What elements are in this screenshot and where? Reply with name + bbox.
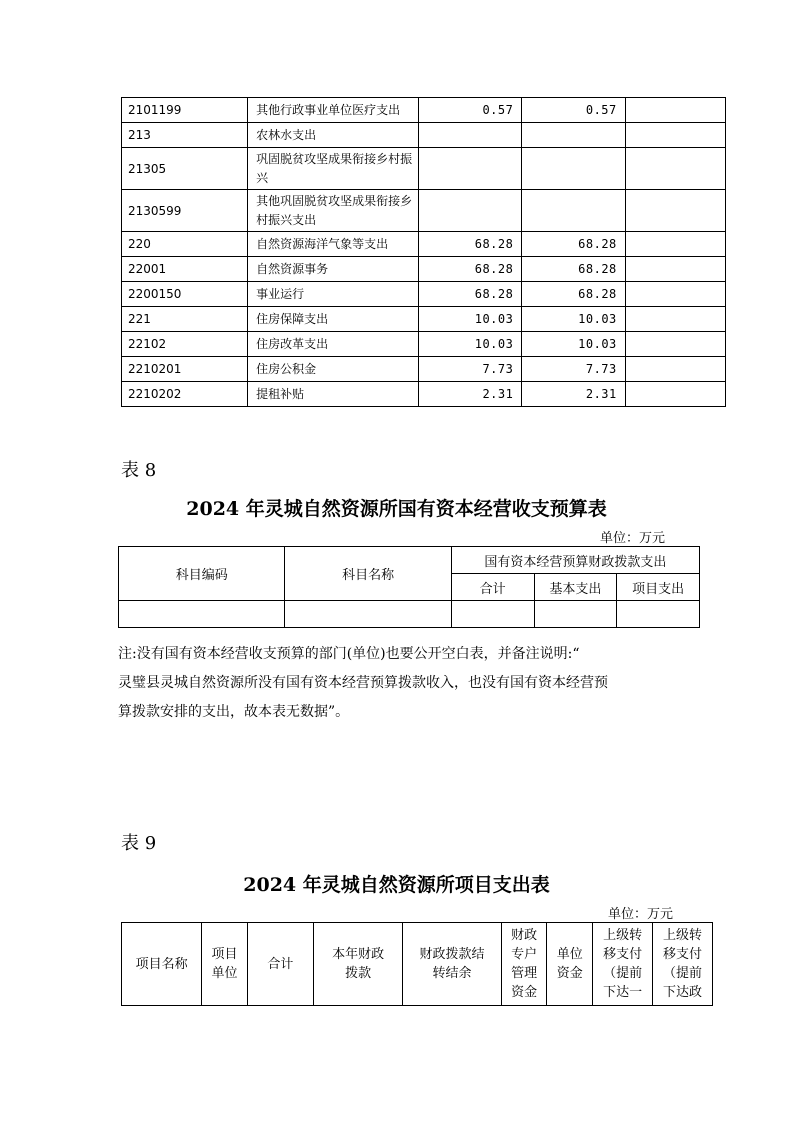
project-table-header-row: [122, 923, 713, 1006]
header-line: 管理: [511, 966, 538, 981]
header-line: 移支付: [663, 947, 703, 962]
table9-title: 2024 年灵城自然资源所项目支出表: [243, 874, 550, 896]
header-line: 下达政: [663, 985, 703, 1000]
basic-cell: 7.73: [522, 357, 625, 382]
table-row: [122, 382, 726, 407]
expenditure-table-body: [122, 98, 726, 407]
code-cell: 22102: [122, 332, 248, 357]
table8-title: 2024 年灵城自然资源所国有资本经营收支预算表: [186, 498, 607, 520]
table8-label: 表 8: [121, 460, 157, 481]
name-cell: 提租补贴: [248, 382, 419, 407]
name-cell: 巩固脱贫攻坚成果衔接乡村振兴: [248, 148, 419, 190]
total-cell: [418, 123, 521, 148]
header-line: 本年财政: [332, 947, 385, 962]
header-cell: [547, 923, 593, 1006]
total-cell: 68.28: [418, 282, 521, 307]
empty-cell: [285, 601, 451, 628]
table-row: [122, 190, 726, 232]
table-row: [122, 123, 726, 148]
header-line: 转结余: [432, 966, 472, 981]
header-line: 单位: [556, 947, 583, 962]
basic-cell: [522, 123, 625, 148]
header-basic: 基本支出: [534, 574, 617, 601]
code-cell: 2210202: [122, 382, 248, 407]
project-cell: [625, 357, 725, 382]
header-line: 项目名称: [135, 956, 188, 972]
basic-cell: 0.57: [522, 98, 625, 123]
header-line: 专户: [511, 947, 538, 962]
header-cell: [653, 923, 713, 1006]
basic-cell: 2.31: [522, 382, 625, 407]
header-total: 合计: [451, 574, 534, 601]
basic-cell: 10.03: [522, 307, 625, 332]
total-cell: [418, 148, 521, 190]
empty-cell: [451, 601, 534, 628]
name-cell: 农林水支出: [248, 123, 419, 148]
empty-cell: [534, 601, 617, 628]
header-line: （提前: [663, 966, 703, 981]
header-line: 资金: [511, 985, 538, 1000]
header-cell: [202, 923, 248, 1006]
empty-cell: [119, 601, 285, 628]
total-cell: 10.03: [418, 307, 521, 332]
code-cell: 2101199: [122, 98, 248, 123]
note-line: 注:没有国有资本经营收支预算的部门(单位)也要公开空白表，并备注说明:“: [118, 646, 580, 662]
name-cell: 住房保障支出: [248, 307, 419, 332]
total-cell: [418, 190, 521, 232]
header-cell: [247, 923, 313, 1006]
name-cell: 住房公积金: [248, 357, 419, 382]
header-line: （提前: [603, 966, 643, 981]
total-cell: 10.03: [418, 332, 521, 357]
header-cell: [501, 923, 547, 1006]
total-cell: 7.73: [418, 357, 521, 382]
basic-cell: 68.28: [522, 232, 625, 257]
header-line: 财政: [511, 928, 538, 943]
header-project: 项目支出: [617, 574, 700, 601]
total-cell: 0.57: [418, 98, 521, 123]
header-line: 上级转: [663, 928, 703, 943]
state-capital-budget-table: [118, 546, 700, 628]
code-cell: 213: [122, 123, 248, 148]
basic-cell: [522, 148, 625, 190]
header-cell: [593, 923, 653, 1006]
project-cell: [625, 332, 725, 357]
table9-unit: 单位：万元: [608, 907, 674, 922]
table-row: [122, 357, 726, 382]
header-line: 合计: [267, 956, 294, 972]
name-cell: 其他巩固脱贫攻坚成果衔接乡村振兴支出: [248, 190, 419, 232]
code-cell: 221: [122, 307, 248, 332]
project-cell: [625, 257, 725, 282]
name-cell: 自然资源事务: [248, 257, 419, 282]
project-cell: [625, 232, 725, 257]
table-row: [122, 98, 726, 123]
header-name: 科目名称: [285, 547, 451, 601]
project-cell: [625, 307, 725, 332]
name-cell: 事业运行: [248, 282, 419, 307]
header-line: 下达一: [603, 985, 643, 1000]
header-cell: [313, 923, 402, 1006]
table8-note: [118, 640, 718, 727]
table-row: [122, 332, 726, 357]
name-cell: 其他行政事业单位医疗支出: [248, 98, 419, 123]
project-cell: [625, 123, 725, 148]
header-line: 项目: [211, 947, 238, 962]
project-cell: [625, 282, 725, 307]
table-row: [122, 257, 726, 282]
project-cell: [625, 148, 725, 190]
header-line: 单位: [211, 966, 238, 981]
header-group: 国有资本经营预算财政拨款支出: [451, 547, 699, 574]
header-line: 上级转: [603, 928, 643, 943]
note-line: 算拨款安排的支出，故本表无数据”。: [118, 704, 350, 720]
name-cell: 自然资源海洋气象等支出: [248, 232, 419, 257]
header-line: 移支付: [603, 947, 643, 962]
table-row: [122, 232, 726, 257]
basic-cell: 68.28: [522, 257, 625, 282]
code-cell: 2210201: [122, 357, 248, 382]
code-cell: 2130599: [122, 190, 248, 232]
project-cell: [625, 190, 725, 232]
header-cell: [403, 923, 502, 1006]
code-cell: 220: [122, 232, 248, 257]
note-line: 灵璧县灵城自然资源所没有国有资本经营预算拨款收入，也没有国有资本经营预: [118, 675, 608, 691]
empty-row: [119, 601, 700, 628]
code-cell: 22001: [122, 257, 248, 282]
table-row: [122, 148, 726, 190]
header-line: 资金: [556, 966, 583, 981]
project-cell: [625, 382, 725, 407]
project-expenditure-table: [121, 922, 713, 1006]
basic-cell: 10.03: [522, 332, 625, 357]
project-cell: [625, 98, 725, 123]
basic-cell: [522, 190, 625, 232]
total-cell: 68.28: [418, 232, 521, 257]
expenditure-table: [121, 97, 726, 407]
table-row: [122, 282, 726, 307]
code-cell: 2200150: [122, 282, 248, 307]
total-cell: 2.31: [418, 382, 521, 407]
header-line: 财政拨款结: [419, 947, 485, 962]
empty-cell: [617, 601, 700, 628]
name-cell: 住房改革支出: [248, 332, 419, 357]
code-cell: 21305: [122, 148, 248, 190]
header-line: 拨款: [345, 966, 372, 981]
total-cell: 68.28: [418, 257, 521, 282]
table-row: [122, 307, 726, 332]
table8-unit: 单位：万元: [600, 531, 666, 546]
header-cell: [122, 923, 202, 1006]
table9-label: 表 9: [121, 833, 157, 854]
header-code: 科目编码: [119, 547, 285, 601]
basic-cell: 68.28: [522, 282, 625, 307]
